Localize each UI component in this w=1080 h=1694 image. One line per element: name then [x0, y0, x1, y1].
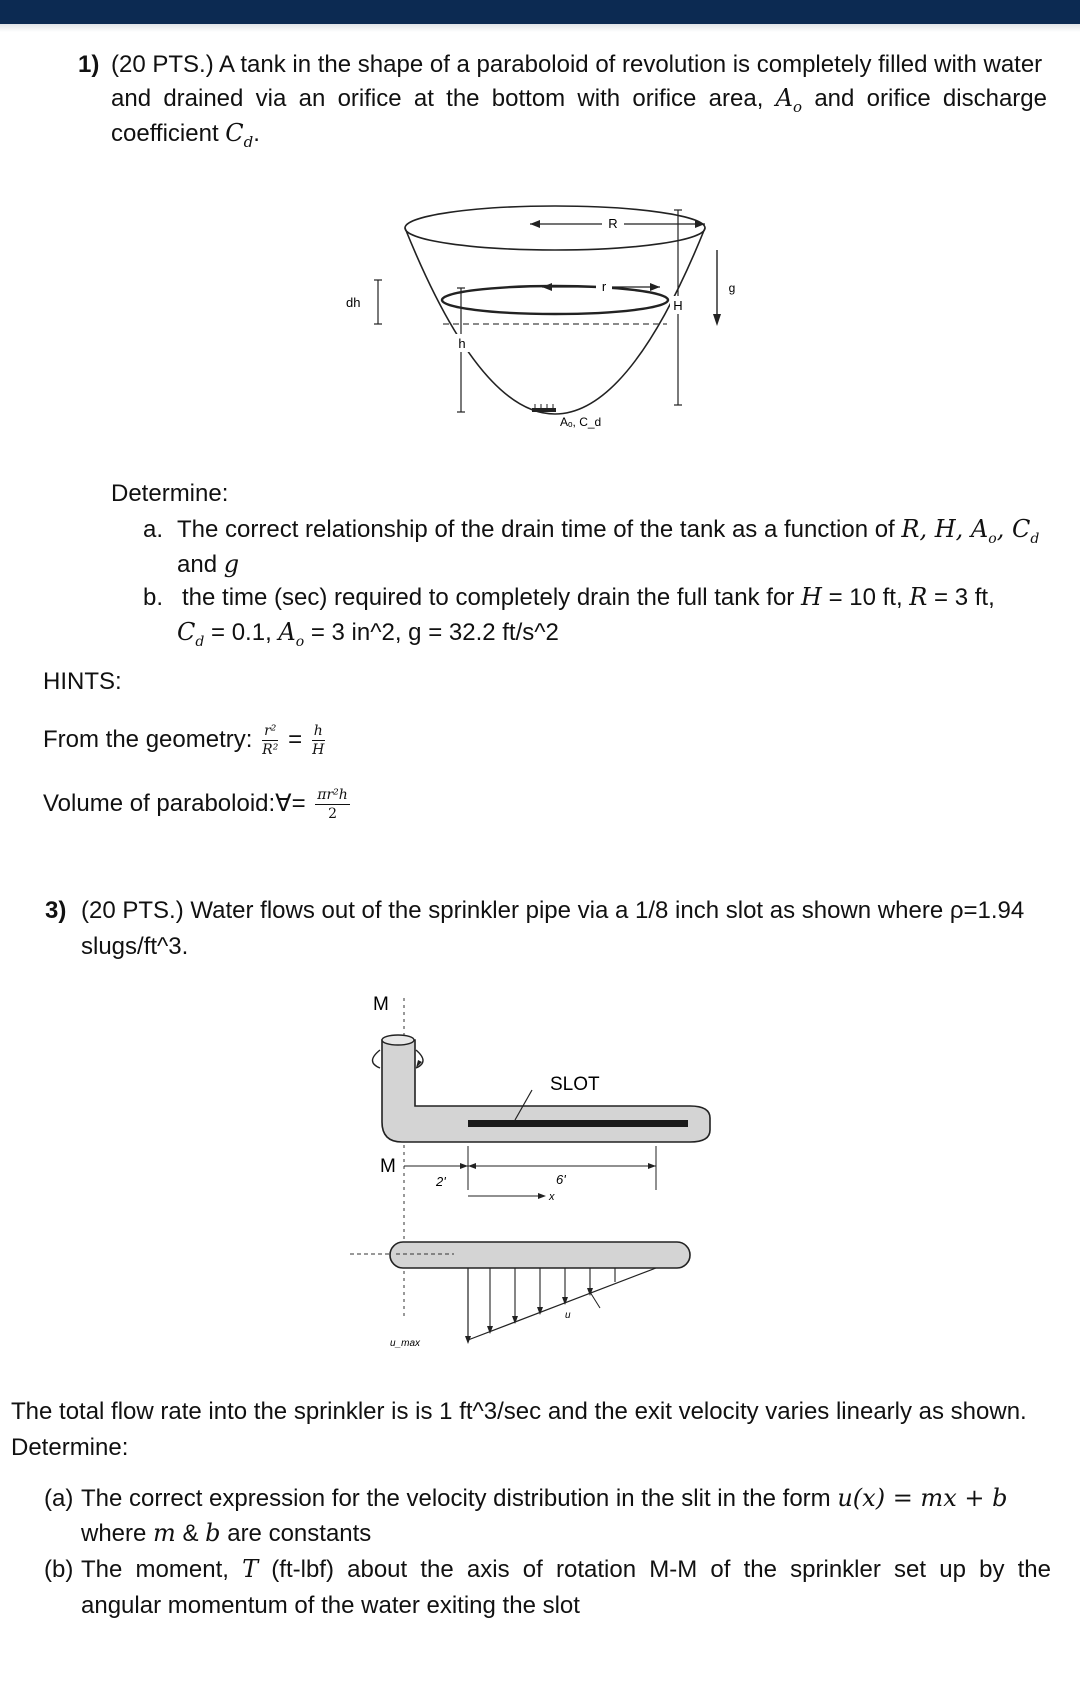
top-bar-shadow — [0, 24, 1080, 32]
part-a-line1: The correct relationship of the drain time of the tank as a function of R, H, $A_o$, $C_d$ — [177, 515, 1040, 547]
problem3-number: 3) — [45, 897, 67, 924]
hint-geometry: From the geometry: $\frac{\text{r²}}{\text{R²}}$ = $\frac{h}{H}$ — [43, 723, 325, 759]
problem3-para-line1: The total flow rate into the sprinkler is is 1 ft^3/sec and the exit velocity varies linearly as shown. — [11, 1398, 1027, 1425]
label-r: r — [601, 279, 607, 294]
paraboloid-tank-figure — [346, 200, 820, 480]
problem3-line1: (20 PTS.) Water flows out of the sprinkler pipe via a 1/8 inch slot as shown where ρ=1.94 — [81, 897, 1025, 924]
label-u: u — [565, 1310, 571, 1321]
part-b-line1: the time (sec) required to completely drain the full tank for H = 10 ft, R = 3 ft, — [182, 583, 995, 611]
problem3-para-line2: Determine: — [11, 1434, 129, 1461]
p3-part-a-marker: (a) — [44, 1485, 74, 1512]
problem1-line1: (20 PTS.) A tank in the shape of a paraboloid of revolution is completely filled with water — [111, 51, 1043, 78]
label-R: R — [608, 216, 618, 231]
determine-label-1: Determine: — [111, 480, 229, 507]
p3-part-b-line2: angular momentum of the water exiting the slot — [81, 1592, 580, 1619]
part-b-line2: $C_d = 0.1$, $A_o = 3$ in^2, g = 32.2 ft/s^2 — [177, 618, 559, 650]
label-h: h — [458, 336, 466, 351]
label-dh: dh — [346, 295, 361, 310]
label-g: g — [728, 281, 736, 295]
p3-part-b-line1: The moment, T (ft-lbf) about the axis of rotation M-M of the sprinkler set up by the — [81, 1555, 1051, 1583]
top-bar — [0, 0, 1080, 24]
label-slot: SLOT — [550, 1074, 600, 1095]
p3-part-b-marker: (b) — [44, 1556, 74, 1583]
part-a-marker: a. — [143, 516, 164, 543]
p3-part-a-line2: where m & b are constants — [81, 1519, 372, 1547]
label-H: H — [673, 298, 683, 313]
label-dim-6: 6' — [556, 1172, 566, 1187]
problem3-line2: slugs/ft^3. — [81, 933, 189, 960]
hints-label: HINTS: — [43, 668, 122, 695]
label-orifice: Aₒ, C_d — [560, 415, 602, 429]
label-M-top: M — [373, 994, 389, 1015]
hint-volume: Volume of paraboloid:∀= $\frac{\text{πr²h}}{2}$ — [43, 787, 348, 823]
p3-part-a-line1: The correct expression for the velocity distribution in the slit in the form u(x) = mx + b — [81, 1484, 1008, 1512]
problem1-number: 1) — [78, 51, 100, 78]
label-M-mid: M — [380, 1156, 396, 1177]
problem1-line3: coefficient $C_d$. — [111, 119, 260, 151]
label-dim-2: 2' — [436, 1174, 446, 1189]
label-umax: u_max — [390, 1338, 421, 1349]
sprinkler-figure — [360, 990, 710, 1370]
problem1-line2: and drained via an orifice at the bottom with orifice area, $A_o$ and orifice discharge — [111, 84, 1047, 116]
part-b-marker: b. — [143, 584, 164, 611]
part-a-line2: and g — [177, 550, 240, 578]
label-x: x — [549, 1191, 555, 1203]
